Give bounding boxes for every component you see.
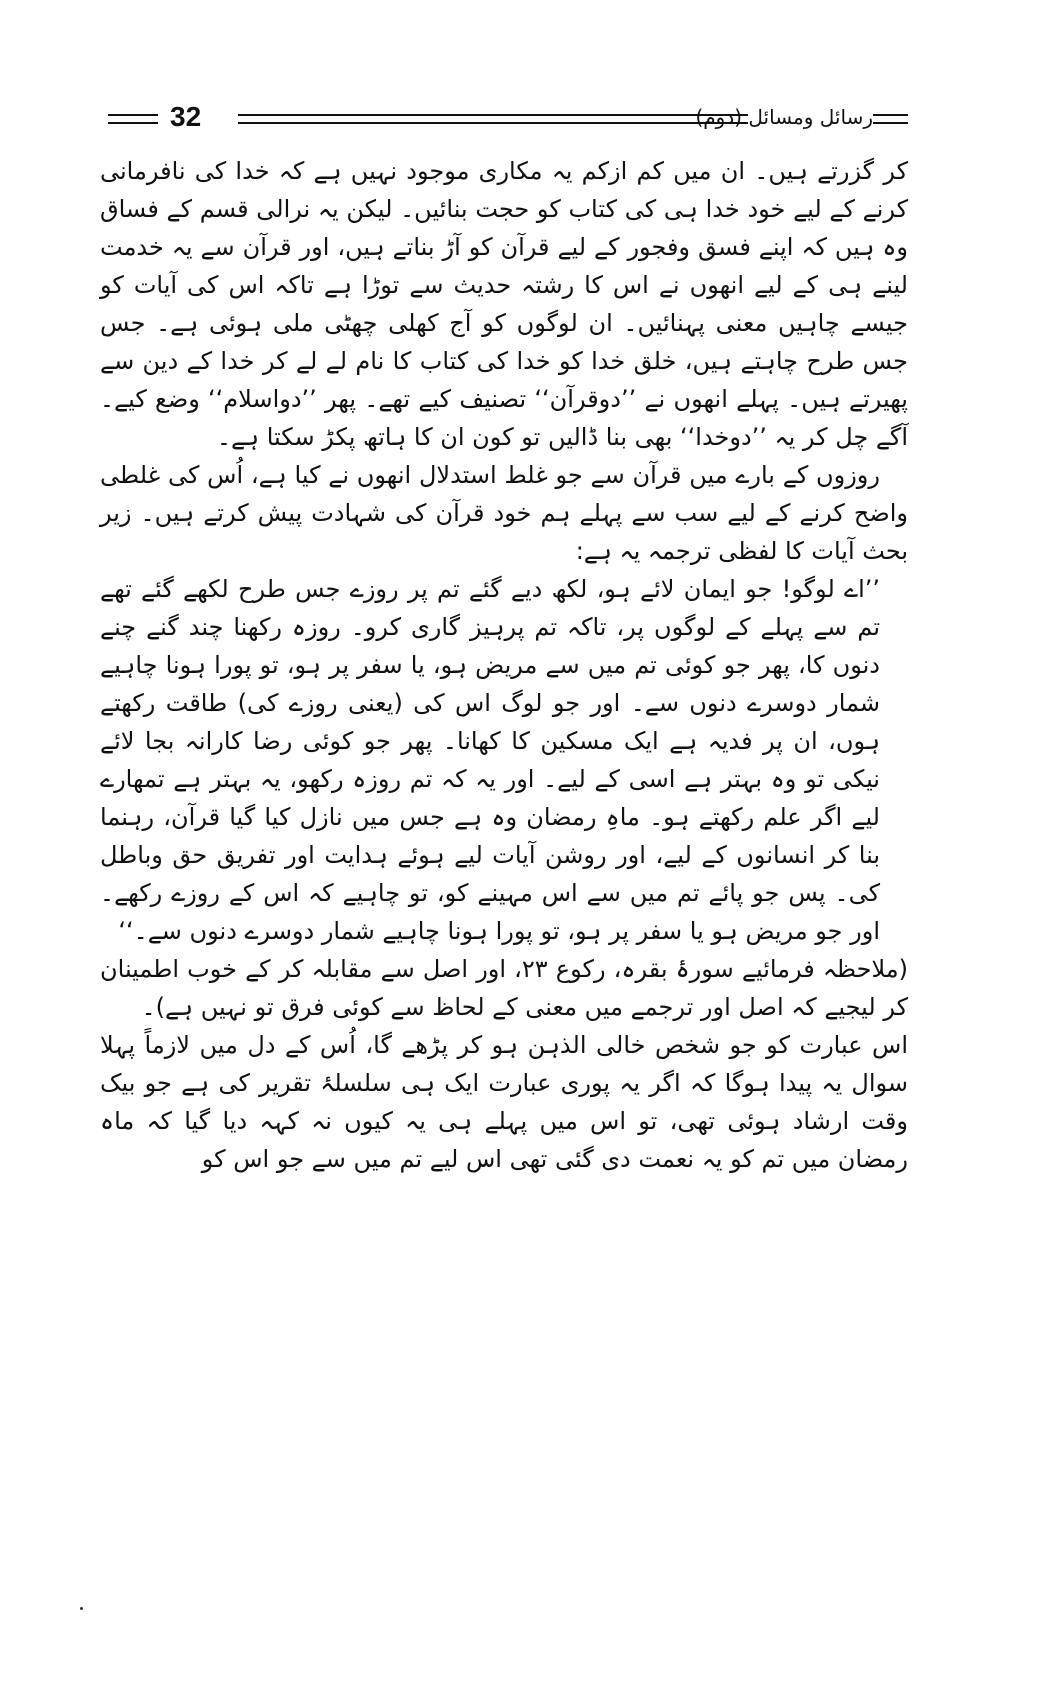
running-title: رسائل ومسائل (دوم): [695, 105, 873, 129]
paragraph-2: روزوں کے بارے میں قرآن سے جو غلط استدلال انھوں نے کیا ہے، اُس کی غلطی واضح کرنے کے لیے سب سے پہلے ہم خود قرآن کی شہادت پیش کرتے ہیں۔ زیر بحث آیات کا لفظی ترجمہ یہ ہے:: [100, 461, 908, 565]
header-rule-middle: [238, 114, 748, 124]
quran-translation-quote: ’’اے لوگو! جو ایمان لائے ہو، لکھ دیے گئے تم پر روزے جس طرح لکھے گئے تھے تم سے پہلے کے لوگوں پر، تاکہ تم پرہیز گاری کرو۔ روزہ رکھنا چند گنے چنے دنوں کا، پھر جو کوئی تم میں سے مریض ہو، یا سفر پر ہو، تو پورا ہونا چاہیے شمار دوسرے دنوں سے۔ اور جو لوگ اس کی (یعنی روزے کی) طاقت رکھتے ہوں، ان پر فدیہ ہے ایک مسکین کا کھانا۔ پھر جو کوئی رضا کارانہ بجا لائے نیکی تو وہ بہتر ہے اسی کے لیے۔ اور یہ کہ تم روزہ رکھو، یہ بہتر ہے تمھارے لیے اگر علم رکھتے ہو۔ ماہِ رمضان وہ ہے جس میں نازل کیا گیا قرآن، رہنما بنا کر انسانوں کے لیے، اور روشن آیات لیے ہوئے ہدایت اور تفریق حق وباطل کی۔ پس جو پائے تم میں سے اس مہینے کو، تو چاہیے کہ اس کے روزے رکھے۔ اور جو مریض ہو یا سفر پر ہو، تو پورا ہونا چاہیے شمار دوسرے دنوں سے۔‘‘: [100, 575, 881, 945]
page-header: [108, 100, 908, 136]
page-body: [100, 152, 908, 1178]
header-rule-right: [873, 114, 908, 124]
header-rule-left: [108, 114, 158, 124]
paragraph-3: (ملاحظہ فرمائیے سورۂ بقرہ، رکوع ۲۳، اور اصل سے مقابلہ کر کے خوب اطمینان کر لیجیے کہ اصل اور ترجمے میں معنی کے لحاظ سے کوئی فرق تو نہیں ہے)۔: [100, 955, 908, 1021]
paragraph-4: اس عبارت کو جو شخص خالی الذہن ہو کر پڑھے گا، اُس کے دل میں لازماً پہلا سوال یہ پیدا ہوگا کہ اگر یہ پوری عبارت ایک ہی سلسلۂ تقریر کی ہے جو بیک وقت ارشاد ہوئی تھی، تو اس میں پہلے ہی یہ کیوں نہ کہہ دیا گیا کہ ماہ رمضان میں تم کو یہ نعمت دی گئی تھی اس لیے تم میں سے جو اس کو: [100, 1031, 908, 1173]
page-number: 32: [170, 101, 202, 132]
paragraph-1: کر گزرتے ہیں۔ ان میں کم ازکم یہ مکاری موجود نہیں ہے کہ خدا کی نافرمانی کرنے کے لیے خود خدا ہی کی کتاب کو حجت بنائیں۔ لیکن یہ نرالی قسم کے فساق وہ ہیں کہ اپنے فسق وفجور کے لیے قرآن کو آڑ بناتے ہیں، اور قرآن سے یہ خدمت لینے ہی کے لیے انھوں نے اس کا رشتہ حدیث سے توڑا ہے تاکہ اس کی آیات کو جیسے چاہیں معنی پہنائیں۔ ان لوگوں کو آج کھلی چھٹی ملی ہوئی ہے۔ جس جس طرح چاہتے ہیں، خلق خدا کو خدا کی کتاب کا نام لے لے کر خدا کے دین سے پھیرتے ہیں۔ پہلے انھوں نے ’’دوقرآن‘‘ تصنیف کیے تھے۔ پھر ’’دواسلام‘‘ وضع کیے۔ آگے چل کر یہ ’’دوخدا‘‘ بھی بنا ڈالیں تو کون ان کا ہاتھ پکڑ سکتا ہے۔: [100, 157, 908, 451]
scan-speck: [80, 1607, 83, 1610]
